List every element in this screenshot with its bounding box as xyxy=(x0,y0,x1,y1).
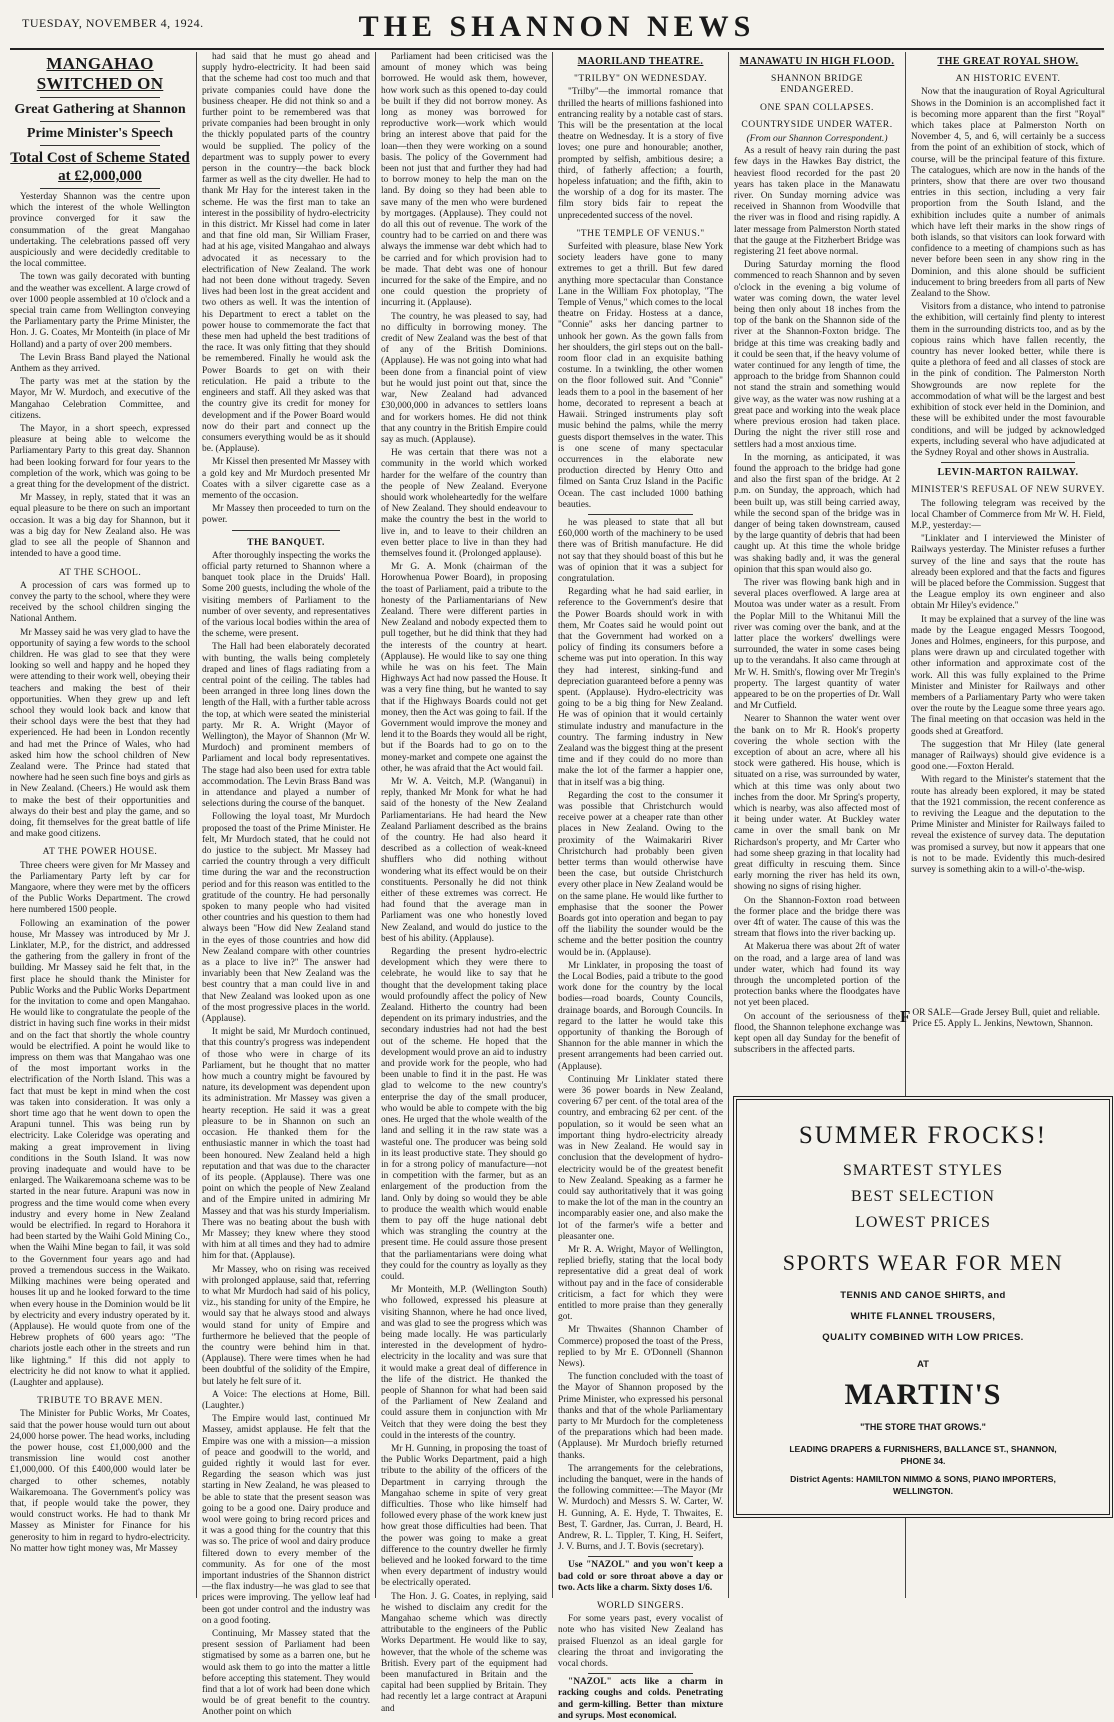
section-subhead: COUNTRYSIDE UNDER WATER. xyxy=(741,118,893,130)
column-rule xyxy=(552,52,553,1598)
correspondent-credit: (From our Shannon Correspondent.) xyxy=(746,133,888,145)
article-paragraph: The country, he was pleased to say, had no difficulty in borrowing money. The credit of New Zealand was the best of that of any of the British Dominions. (Applause). He was not going into what had been done from a financial point of view but he would just point out that, since the war, New Zealand had advanced £30,000,000 in advances to settlers loans and for workers homes. He did not think that any country in the British Empire could say as much. (Applause). xyxy=(381,311,547,445)
section-divider xyxy=(588,1556,693,1557)
article-paragraph: Following an examination of the power house, Mr Massey was introduced by Mr J. Linklater, M.P., for the district, and addressed the gathering from the gallery in front of the building. Mr Massey said he felt that, in the first place he should thank the Minister for Public Works and the Public Works Department for the invitation to come and open Mangahao. He would like to congratulate the people of the district in having such fine works in their midst and on the fact that shortly the whole country would be electrified. A point he would like to impress on them was that Mangahao was one of the most important works in the electrification of the North Island. This was a fact that must be kept in mind when the cost was taken into consideration. It was only a short time ago that he went down to open the Arapuni tunnel. This was being run by electricity. Lake Coleridge was operating and making a great improvement in living conditions in the South Island. It was now proving inadequate and would have to be enlarged. The Waikaremoana scheme was to be started in the near future. Arapuni was now in progress and the time would come when every industry and every home in New Zealand would be electrified. In regard to Horahora it had been started by the Waihi Gold Mining Co., when the Waihi Mine began to fail, it was sold to the Government four years ago and had proved a tremendous success in the Waikato. Milking machines were being operated and houses lit up and he looked forward to the time when every house in the Dominion would be lit by electricity and every industry operated by it. (Applause). He would quote from one of the Hebrew prophets of 600 years ago: "The chariots jostle each other in the streets and run like lightning." If this did not apply to electricity he did not know to what it applied. (Laughter and applause). xyxy=(10,918,190,1388)
article-paragraph: "Trilby"—the immortal romance that thrilled the hearts of millions fashioned into entrancing reality by a notable cast of stars. This will be the presentation at the local theatre on Wednesday. It is a story of five loves; one pure and honourable; another, prompted by selfish, ambitious desire; a third, of fatherly affection; a fourth, hopeless infatuation; and the fifth, akin to the worship of a dog for its master. The film story bids fair to repeat the unprecedented success of the novel. xyxy=(558,87,723,221)
headline-deck-2: Prime Minister's Speech xyxy=(26,126,174,141)
article-paragraph: On account of the seriousness of the flood, the Shannon telephone exchange was kept open all day Sunday for the benefit of subscribers in the affected parts. xyxy=(734,1011,900,1056)
section-divider xyxy=(588,1673,693,1674)
advert-line: LOWEST PRICES xyxy=(855,1214,991,1231)
headline-deck-1: Great Gathering at Shannon xyxy=(14,102,186,117)
store-tagline: "THE STORE THAT GROWS." xyxy=(860,1422,986,1432)
article-paragraph: Mr R. A. Wright, Mayor of Wellington, replied briefly, stating that the local body representative did a great deal of work without pay and in the face of considerable criticism, a fact for which they were entitled to more praise than they generally got. xyxy=(558,1244,723,1323)
article-paragraph: As a result of heavy rain during the past few days in the Hawkes Bay district, the heaviest flood recorded for the past 20 years has taken place in the Manawatu river. On Sunday morning advice was received in Shannon from Woodville that the river was in flood and rising rapidly. A later message from Palmerston North stated that the gauge at the Fitzherbert Bridge was registering 21 feet above normal. xyxy=(734,146,900,258)
section-divider xyxy=(588,514,693,515)
headline-divider xyxy=(40,97,160,98)
column-rule xyxy=(375,52,376,1598)
article-paragraph: Mr Massey then proceeded to turn on the power. xyxy=(202,504,370,526)
section-headline: MAORILAND THEATRE. xyxy=(577,56,704,67)
article-paragraph: Continuing, Mr Massey stated that the present session of Parliament had been stigmatised by some as a barren one, but he would ask them to go into the matter a little before accepting this statement. They would find that a lot of work had been done which would be of great benefit to the country. Another point on which xyxy=(202,1629,370,1718)
article-paragraph: The Minister for Public Works, Mr Coates, said that the power house would turn out about 24,000 horse power. The head works, including the power house, cost £1,000,000 and the transmission line would cost another £1,000,000. Of this £400,000 would later be charged to other schemes, notably Waikaremoana. The Government's policy was that, if people would take the power, they would construct works. He had to thank Mr Massey as Minister for Finance for his generosity to him in regard to hydro-electricity. No matter how tight money was, Mr Massey xyxy=(10,1409,190,1554)
column-3 xyxy=(381,52,547,1714)
newspaper-title: THE SHANNON NEWS xyxy=(358,10,756,43)
article-paragraph: Mr G. A. Monk (chairman of the Horowhenua Power Board), in proposing the toast of Parliament, paid a tribute to the honesty of the Parliamentarians of New Zealand. There were different parties in New Zealand and nobody expected them to pull together, but he did think that they had the interests of the country at heart. (Applause). He would like to say one thing while he was on his feet. The Main Highways Act had now passed the House. It was a very fine thing, but he wanted to say that if the Highways Boards could not get money, then the Act was going to fail. If the Government would improve the money and lend it to the Boards they would all be right, but if the Boards had to go on to the money-market and compete one against the other, he was afraid that the Act would fail. xyxy=(381,562,547,774)
advert-line: WHITE FLANNEL TROUSERS, xyxy=(850,1311,996,1322)
article-paragraph: The town was gaily decorated with bunting and the weather was excellent. A large crowd of over 1000 people assembled at 10 o'clock and a special train came from Wellington conveying the Parliamentary party the Prime Minister, the Hon. J. G. Coates, Mr Monteith (in place of Mr Holland) and a party of over 200 members. xyxy=(10,272,190,350)
article-paragraph: Mr Thwaites (Shannon Chamber of Commerce) proposed the toast of the Press, replied to by Mr E. O'Donnell (Shannon News). xyxy=(558,1325,723,1369)
nazol-advert: Use "NAZOL" and you won't keep a bad cold or sore throat above a day or two. Acts like a charm. Sixty doses 1/6. xyxy=(558,1560,723,1593)
article-paragraph: For some years past, every vocalist of note who has visited New Zealand has praised Fluenzol as an ideal gargle for clearing the throat and invigorating the vocal chords. xyxy=(558,1614,723,1670)
district-agents: District Agents: HAMILTON NIMMO & SONS, PIANO IMPORTERS, xyxy=(790,1474,1056,1484)
section-subhead: AT THE SCHOOL. xyxy=(58,566,142,578)
advert-line: QUALITY COMBINED WITH LOW PRICES. xyxy=(822,1332,1024,1343)
store-phone: PHONE 34. xyxy=(900,1456,946,1466)
section-headline: THE GREAT ROYAL SHOW. xyxy=(937,56,1079,67)
drop-initial: F xyxy=(900,1007,911,1026)
article-paragraph: The Empire would last, continued Mr Massey, amidst applause. He felt that the Empire was one with a mission—a mission of peace and goodwill to the world, and guided rightly it would last for ever. Regarding the season which was just starting in New Zealand, he was pleased to be able to state that the present season was going to be a good one. Dairy produce and wool were going to bring record prices and it was a good thing for the country that this was so. The price of wool and dairy produce filtered down to every member of the community. As for one of the most important industries of the Shannon district—the flax industry—he was glad to see that prices were improving. The yellow leaf had been got under control and the industry was on a good footing. xyxy=(202,1414,370,1626)
article-paragraph: The suggestion that Mr Hiley (late general manager of Railways) should give evidence is a good one.—Foxton Herald. xyxy=(911,739,1105,773)
article-paragraph: With regard to the Minister's statement that the route has already been explored, it may be stated that the 1921 commission, the recent conference as to reviving the League and the deputation to the Prime Minister and Minister for Railways failed to reveal the existence of survey data. The deputation was promised a survey, but now it appears that one is not to be made. Evidently this much-desired survey is something akin to a will-o'-the-wisp. xyxy=(911,775,1105,876)
article-paragraph: A procession of cars was formed up to convey the party to the school, where they were received by the school children singing the National Anthem. xyxy=(10,580,190,625)
column-6 xyxy=(911,52,1105,1000)
section-subhead: THE BANQUET. xyxy=(247,536,325,548)
advert-line: SMARTEST STYLES xyxy=(843,1162,1003,1179)
main-headline: MANGAHAO SWITCHED ON xyxy=(36,54,164,93)
advert-headline: SUMMER FROCKS! xyxy=(798,1122,1048,1149)
advert-subheadline: SPORTS WEAR FOR MEN xyxy=(782,1250,1064,1275)
article-paragraph: Regarding the present hydro-electric development which they were there to celebrate, he would like to say that he thought that the development taking place would profoundly affect the policy of New Zealand. Hitherto the country had been dependent on its primary industries, and the secondary industries had not had the best out of the scheme. He hoped that the development would prove an aid to industry and provide work for the people, who had been unable to find it in the past. He was glad to welcome to the new country's enterprise the day of the small producer, who would be able to compete with the big ones. He urged that the whole wealth of the land and selling it in the raw state was a wasteful one. The producer was being sold in its least productive state. They should go in for a strong policy of manufacture—not in competition with the farmer, but as an enlargement of the production from the land. Only by doing so would they be able to produce the wealth which would enable them to pay off the huge national debt which was strangling the country at the present time. He could assure those present that the parliamentarians were doing what they could for the country as loyally as they could. xyxy=(381,947,547,1282)
article-paragraph: The Hall had been elaborately decorated with bunting, the walls being completely draped and lines of flags radiating from a central point of the ceiling. The tables had been arranged in three long lines down the length of the Hall, with a further table across the top, at which were seated the ministerial party. Mr R. A. Wright (Mayor of Wellington), the Mayor of Shannon (Mr W. Murdoch) and prominent members of Parliament and local body representatives. The stage had also been used for extra table accommodation. The Levin Brass Band was in attendance and played a number of selections during the course of the banquet. xyxy=(202,642,370,810)
nazol-advert: "NAZOL" acts like a charm in racking coughs and colds. Penetrating and germ-killing. Better than mixture and syrups. Most economical. xyxy=(558,1677,723,1721)
article-paragraph: Mr Linklater, in proposing the toast of the Local Bodies, paid a tribute to the good work done for the country by the local bodies—road boards, County Councils, drainage boards, and Borough Councils. In regard to the latter he would take this opportunity of thanking the Borough of Shannon for the able manner in which the present arrangements had been carried out. (Applause). xyxy=(558,960,723,1072)
issue-date: TUESDAY, NOVEMBER 4, 1924. xyxy=(22,16,204,30)
advert-at: AT xyxy=(917,1359,929,1370)
article-paragraph: Mr Massey, in reply, stated that it was an equal pleasure to be there on such an important occasion. It was a big day for Shannon, but it was a big day for New Zealand also. He was glad to see all the people of Shannon and intended to have a good time. xyxy=(10,493,190,560)
section-subhead: MINISTER'S REFUSAL OF NEW SURVEY. xyxy=(911,484,1105,496)
article-paragraph: The Mayor, in a short speech, expressed pleasure at being able to welcome the Parliamentary Party to this great day. Shannon had been looking forward for four years to the completion of the work, which was going to be a great thing for the development of the district. xyxy=(10,424,190,491)
classified-text: OR SALE—Grade Jersey Bull, quiet and reliable. Price £5. Apply L. Jenkins, Newtown, Shannon. xyxy=(912,1008,1100,1030)
column-rule xyxy=(196,52,197,1598)
classified-advert xyxy=(900,1008,1105,1030)
article-paragraph: The Hon. J. G. Coates, in replying, said he wished to disclaim any credit for the Mangahao scheme which was directly attributable to the engineers of the Public Works Department. He would like to say, however, that the whole of the scheme was British. Every part of the equipment had been manufactured in Britain and the capital had been supplied by Britain. They had recently let a large contract at Arapuni and xyxy=(381,1591,547,1714)
column-rule xyxy=(728,52,729,1598)
article-paragraph: It may be explained that a survey of the line was made by the League engaged Messrs Toogood, Jones and Holmes, engineers, for this purpose, and plans were drawn up and circulated together with other information and approximate cost of the work. All this was fully explained to the Prime Minister and Minister for Railways and other members of a Parliamentary Party who were taken over the route by the League some three years ago. The final meeting on that occasion was held in the goods shed at Greatford. xyxy=(911,614,1105,737)
article-paragraph: Mr H. Gunning, in proposing the toast of the Public Works Department, paid a high tribute to the ability of the officers of the Department in carrying through the Mangahao scheme in spite of very great difficulties. Those who like himself had followed every phase of the work knew just how great those difficulties had been. That the power was going to make a great difference to the country dweller he firmly believed and he looked forward to the time when every department of industry would be electrically operated. xyxy=(381,1443,547,1589)
masthead xyxy=(10,6,1104,50)
article-paragraph: During Saturday morning the flood commenced to reach Shannon and by seven o'clock in the evening a big volume of water was coming down, the water level being then only about 18 inches from the top of the bank on the Shannon side of the river at the Shannon-Foxton bridge. The bridge at this time was creaking badly and it could be seen that, if the heavy volume of water continued for any length of time, the approach to the bridge from Shannon could not stand the strain and something would give way, as the water was now rushing at a great pace and working into the weak place where previous erosion had taken place. During the night the river still rose and settlers had a most anxious time. xyxy=(734,260,900,450)
store-name: MARTIN'S xyxy=(844,1378,1002,1411)
article-paragraph: The arrangements for the celebrations, including the banquet, were in the hands of the following committee:—The Mayor (Mr W. Murdoch) and Messrs S. W. Carter, W. H. Gunning, A. E. Hyde, T. Thwaites, E. Best, T. Gardner, Jas. Curran, J. Beard, H. Andrew, R. L. Tippler, T. King, H. Seifert, J. V. Burns, and J. T. Bovis (secretary). xyxy=(558,1463,723,1553)
column-4 xyxy=(558,52,723,1721)
article-paragraph: In the morning, as anticipated, it was found the approach to the bridge had gone and also the first span of the bridge. At 2 p.m. on Sunday, the approach, which had been built up, was still being carried away, while the second span of the bridge was in danger of being taken downstream, caused by the large quantity of debris that had been caught up. At this time the whole bridge was shaking badly and, it was the general opinion that this span would also go. xyxy=(734,452,900,575)
headline-deck-3: Total Cost of Scheme Stated at £2,000,000 xyxy=(10,150,190,184)
section-divider xyxy=(232,530,340,531)
section-headline: MANAWATU IN HIGH FLOOD. xyxy=(739,56,895,67)
article-paragraph: Visitors from a distance, who intend to patronise the exhibition, will certainly find plenty to interest them in the surrounding districts too, and as by the copious rains which have fallen recently, the country has never looked better, while there is quite a plethora of feed and all classes of stock are in the pink of condition. The Palmerston North Showgrounds are now replete for the accommodation of what will be the largest and best exhibition of stock ever held in the Dominion, and these will be exhibited under the most favourable conditions, and will be judged by acknowledged experts, including several who have adjudicated at the Sydney Royal and other shows in Australia. xyxy=(911,302,1105,458)
section-subhead: WORLD SINGERS. xyxy=(597,1600,684,1612)
section-subhead: AT THE POWER HOUSE. xyxy=(42,846,158,858)
article-paragraph: On the Shannon-Foxton road between the former place and the bridge there was over 4ft of water. The cause of this was the stream that flows into the river backing up. xyxy=(734,895,900,940)
article-paragraph: Regarding what he had said earlier, in reference to the Government's desire that the Power Boards should work in with them, Mr Coates said he would point out that the Government had worked on a policy of finding its consumers before a scheme was put into operation. In this way they had interest, sinking-fund and depreciation guaranteed before a penny was spent. (Applause). Hydro-electricity was going to be a big thing for New Zealand. He was of opinion that it would certainly stimulate industry and manufacture in the country. The farming industry in New Zealand was the biggest thing at the present time and if they could do no more than make the lot of the farmer a happier one, that in itself was a big thing. xyxy=(558,587,723,788)
article-paragraph: Continuing Mr Linklater stated there were 36 power boards in New Zealand, covering 67 per cent. of the total area of the country, and embracing 62 per cent. of the population, so it would be seen what an important thing hydro-electricity already was in New Zealand. He would say in conclusion that the development of hydro-electricity would be of the greatest benefit to New Zealand. Speaking as a farmer he could say authoritatively that it was going to make the lot of the man in the country an incomparably easier one, and also make the lot of the farmer's wife a better and pleasanter one. xyxy=(558,1074,723,1242)
article-paragraph: He was certain that there was not a community in the world which worked harder for the welfare of the country than the people of New Zealand. Everyone should work wholeheartedly for the welfare of New Zealand. They should endeavour to make the country the best in the world to live in, and to leave to their children an even better place to live in than they had themselves found it. (Prolonged applause). xyxy=(381,448,547,559)
headline-divider xyxy=(40,188,160,189)
article-paragraph: he was pleased to state that all but £60,000 worth of the machinery to be used there was of British manufacture. He did not say that they should boast of this but he was of opinion that it was a subject for congratulation. xyxy=(558,517,723,584)
article-paragraph: Following the loyal toast, Mr Murdoch proposed the toast of the Prime Minister. He felt, Mr Murdoch stated, that he could not do justice to the subject. Mr Massey had carried the country through a very difficult time during the war and the reconstruction period and for this reason was entitled to the gratitude of the country. He had personally spoken to many people who had visited other countries and his question to them had always been "How did New Zealand stand in the eyes of those countries and how did New Zealand compare with other countries as a place to live in?" The answer had invariably been that New Zealand was the best country that a man could live in and that New Zealand was looked upon as one of the most progressive places in the world. (Applause). xyxy=(202,812,370,1025)
advert-line: TENNIS AND CANOE SHIRTS, and xyxy=(840,1290,1006,1301)
article-paragraph: The party was met at the station by the Mayor, Mr W. Murdoch, and executive of the Mangahao Celebration Committee, and citizens. xyxy=(10,377,190,421)
article-paragraph: Mr W. A. Veitch, M.P. (Wanganui) in reply, thanked Mr Monk for what he had said of the honesty of the New Zealand Parliamentarians. He had heard the New Zealand Parliament described as the brains of the country. He had also heard it described as a collection of weak-kneed shufflers who did nothing without wondering what its effect would be on their constituents. Personally he did not think either of these extremes was correct. He had found that the average man in Parliament was one who honestly loved New Zealand, and would do justice to the best of his ability. (Applause). xyxy=(381,777,547,944)
headline-divider xyxy=(40,121,160,122)
martins-advert xyxy=(733,1096,1113,1518)
column-5 xyxy=(734,52,900,1086)
store-address: LEADING DRAPERS & FURNISHERS, BALLANCE ST., SHANNON, xyxy=(789,1444,1057,1454)
article-paragraph: Surfeited with pleasure, blase New York society leaders have gone to many extremes to get a thrill. But few dared anything more spectacular than Constance Lane in the William Fox photoplay, "The Temple of Venus," which comes to the local theatre on Friday. Hostess at a dance, "Connie" asks her dancing partner to unhook her gown. As the gown falls from her shoulders, the girl steps out on the ball-room floor clad in an exquisite bathing costume. In a twinkling, the other women on the floor followed suit. And "Connie" leads them to a pool in the basement of her home, decorated to represent a beach at Hawaii. Stringed instruments play soft music behind the palms, while the merry guests disport themselves in the water. This is one scene of many spectacular occurrences in the elaborate new production directed by Henry Otto and filmed on Santa Cruz Island in the Pacific Ocean. The cast included 1000 bathing beauties. xyxy=(558,242,723,510)
section-headline: LEVIN-MARTON RAILWAY. xyxy=(937,467,1079,479)
section-subhead: "THE TEMPLE OF VENUS." xyxy=(576,227,705,239)
article-paragraph: The river was flowing bank high and in several places overflowed. A large area at Moutoa was under water as a result. From the Poplar Mill to the Whitanui Mill the river was coming over the bank, and at the latter place the workers' dwellings were surrounded, the water in some cases being up to the verandahs. It also came through at Mr W. H. Smith's, flowing over Mr Tregin's property. The largest quantity of water appeared to be on the properties of Dr. Wall and Mr Cutfield. xyxy=(734,577,900,712)
article-paragraph: The Levin Brass Band played the National Anthem as they arrived. xyxy=(10,352,190,375)
advert-line: BEST SELECTION xyxy=(851,1188,995,1205)
article-paragraph: It might be said, Mr Murdoch continued, that this country's progress was independent of those who were in charge of its Parliament, but he thought that no matter how much a country might be favoured by nature, its development was dependent upon its administration. Mr Massey was given a hearty reception. He said it was a great pleasure to be in Shannon on such an occasion. He thanked them for the enthusiastic manner in which the toast had been honoured. New Zealand held a high reputation and that was due to the character of its people. (Applause). There was one point on which the people of New Zealand and of the Empire united in admiring Mr Massey and that was his sturdy Imperialism. There was no beating about the bush with Mr Massey; they knew where they stood with him at all times and they had to admire him for that. (Applause). xyxy=(202,1027,370,1262)
article-paragraph: The function concluded with the toast of the Mayor of Shannon proposed by the Prime Minister, who expressed his personal thanks and that of the whole Parliamentary party to Mr Murdoch for the completeness of the preparations which had been made. (Applause). Mr Murdoch briefly returned thanks. xyxy=(558,1372,723,1461)
section-divider xyxy=(941,462,1075,463)
article-paragraph: Yesterday Shannon was the centre upon which the interest of the whole Wellington province converged for it saw the consummation of the great Mangahao undertaking. The celebrations passed off very auspiciously and were decidedly creditable to the local committee. xyxy=(10,192,190,270)
article-paragraph: Regarding the cost to the consumer it was possible that Christchurch would receive power at a cheaper rate than other places in New Zealand. Owing to the proximity of the Waimakariri River Christchurch had probably been given better terms than would otherwise have been the case, but outside Christchurch every other place in New Zealand would be on the same plane. He would like further to emphasise that the sooner the Power Boards got into operation and began to pay off the liability the sounder would be the scheme and the better position the country would be in. (Applause). xyxy=(558,790,723,958)
article-paragraph: At Makerua there was about 2ft of water on the road, and a large area of land was under water, which had found its way through the uncompleted portion of the protection banks where the floodgates have not yet been placed. xyxy=(734,942,900,1009)
article-paragraph: After thoroughly inspecting the works the official party returned to Shannon where a banquet took place in the Druids' Hall. Some 200 guests, including the whole of the visiting members of Parliament to the number of over seventy, and representatives of the various local bodies within the area of the scheme, were present. xyxy=(202,550,370,640)
article-paragraph: Three cheers were given for Mr Massey and the Parliamentary Party left by car for Mangaore, where they were met by the officers of the Public Works Department. The crowd here numbered 1500 people. xyxy=(10,860,190,916)
section-subhead: "TRILBY" ON WEDNESDAY. xyxy=(574,73,707,85)
section-subhead: AN HISTORIC EVENT. xyxy=(955,73,1061,85)
article-paragraph: "Linklater and I interviewed the Minister of Railways yesterday. The Minister refuses a further survey of the line and says that the route has already been explored and that the facts and figures will be placed before the Commission. Suggest that the League employ its own engineer and also obtain Mr Hiley's evidence." xyxy=(911,534,1105,612)
article-paragraph: Mr Kissel then presented Mr Massey with a gold key and Mr Murdoch presented Mr Coates with a silver cigarette case as a memento of the occasion. xyxy=(202,457,370,501)
article-paragraph: A Voice: The elections at Home, Bill. (Laughter.) xyxy=(202,1389,370,1411)
section-subhead: TRIBUTE TO BRAVE MEN. xyxy=(37,1395,163,1407)
district-agents-city: WELLINGTON. xyxy=(893,1486,953,1496)
article-paragraph: Mr Monteith, M.P. (Wellington South) who followed, expressed his pleasure at visiting Shannon, where he had once lived, and was glad to see the progress which was being made locally. He was particularly interested in the development of hydro-electricity in the locality and was sure that it would make a great deal of difference in the life of the district. He thanked the people of Shannon for what had been said of the Parliament of New Zealand and could assure them in conjunction with Mr Veitch that they were doing the best they could in the interests of the country. xyxy=(381,1285,547,1441)
article-paragraph: The following telegram was received by the local Chamber of Commerce from Mr W. H. Field, M.P., yesterday:— xyxy=(911,498,1105,531)
article-paragraph: Parliament had been criticised was the amount of money which was being borrowed. He would ask them, however, how work such as this opened to-day could be built if they did not borrow money. As long as money was borrowed for reproductive work—work which would bring an interest above that paid for the loan—then they were working on a sound basis. The policy of the Government had been not just that and further they had had to borrow money to help the man on the land. By doing so they had been able to save many of the men who were burdened by mortgages. (Applause). They could not do all this out of revenue. The work of the country had to be carried on and there was always the immense war debt which had to be carried and for which provision had to be made. That debt was one of honour incurred for the sake of the Empire, and no one could question the propriety of incurring it. (Applause). xyxy=(381,52,547,309)
article-paragraph: had said that he must go ahead and supply hydro-electricity. It had been said that the scheme had cost too much and that private companies could have done the business cheaper. He did not think so and a further point to be remembered was that private companies had been brought in only the thickly populated parts of the country would be supplied. The policy of the department was to supply power to every person in the country—the back block farmer as well as the city dweller. He had to thank Mr Hay for the interest taken in the scheme. He was the first man to take an interest in the possibility of hydro-electricity in this district. Mr Kissel had come in later and that fine old man, Sir William Fraser, had at his age, visited Mangahao and always advocated it as necessary to the electrification of New Zealand. The work had not been done without tragedy. Seven lives had been lost in the great accident and two others as well. It was the intention of his Department to erect a tablet on the power house to commemorate the fact that these men had upheld the best traditions of the race. It was only fitting that they should be remembered. Finally he would ask the Power Boards to get on with their reticulation. He paid a tribute to the engineers and staff. All they asked was that the country give its credit for money for development and if the Power Board would now do their part and connect up the consumers everything would be as it should be. (Applause). xyxy=(202,52,370,455)
article-paragraph: Nearer to Shannon the water went over the bank on to Mr R. Hook's property covering the whole section with the exception of about an acre, where all his stock were gathered. His house, which is situated on a rise, was surrounded by water, which at this time was only about two inches from the door. Mr Spring's property, which is nearby, was also affected most of it being under water. At Buckley water came in over the small bank on Mr Richardson's property, and Mr Carter who had some sheep grazing in that locality had great difficulty in rescuing them. Since early morning the river has held its own, showing no signs of rising higher. xyxy=(734,714,900,893)
article-paragraph: Mr Massey, who on rising was received with prolonged applause, said that, referring to what Mr Murdoch had said of his policy, viz., his standing for unity of the Empire, he would say that he always stood and always would stand for unity of Empire and furthermore he believed that the people of the country were behind him in that. (Applause). There were times when he had been doubtful of the solidity of the Empire, but lately he felt sure of it. xyxy=(202,1264,370,1387)
column-1 xyxy=(10,52,190,1600)
section-subhead: SHANNON BRIDGE ENDANGERED. xyxy=(770,73,863,96)
headline-divider xyxy=(40,145,160,146)
article-paragraph: Mr Massey said he was very glad to have the opportunity of saying a few words to the school children. He was glad to see that they were looking so well and happy and he hoped they were attending to their work well, obeying their teachers and making the best of their opportunities. When they grew up and left school they would look back and know that their school days were the best that they had experienced. He had been in London recently and had met the Prince of Wales, who had asked him how the school children of New Zealand were. The Prince had stated that nowhere had he seen such fine boys and girls as in New Zealand. (Cheers.) He would ask them to make the best of their opportunities and always do their best and play the game, and so doing, fit themselves for the great battle of life and make good citizens. xyxy=(10,627,190,840)
section-subhead: ONE SPAN COLLAPSES. xyxy=(760,101,874,113)
column-2 xyxy=(202,52,370,1718)
article-paragraph: Now that the inauguration of Royal Agricultural Shows in the Dominion is an accomplished fact it is becoming more apparent than the first "Royal" which takes place at Palmerston North on November 4, 5, and 6, will certainly be a success from the point of an exhibition of stock, which of course, will be the principal feature of this fixture. The catalogues, which are now in the hands of the printers, show that there are over two thousand entries in this section, including a very fair proportion from the South Island, and the exhibition includes quite a number of animals which have left their marks in the show rings of both islands, so that visitors can look forward with confidence to a meeting of champions such as has never before been seen in any show ring in the Dominion, and this alone should be sufficient inducement to bring breeders from all parts of New Zealand to the Show. xyxy=(911,87,1105,300)
